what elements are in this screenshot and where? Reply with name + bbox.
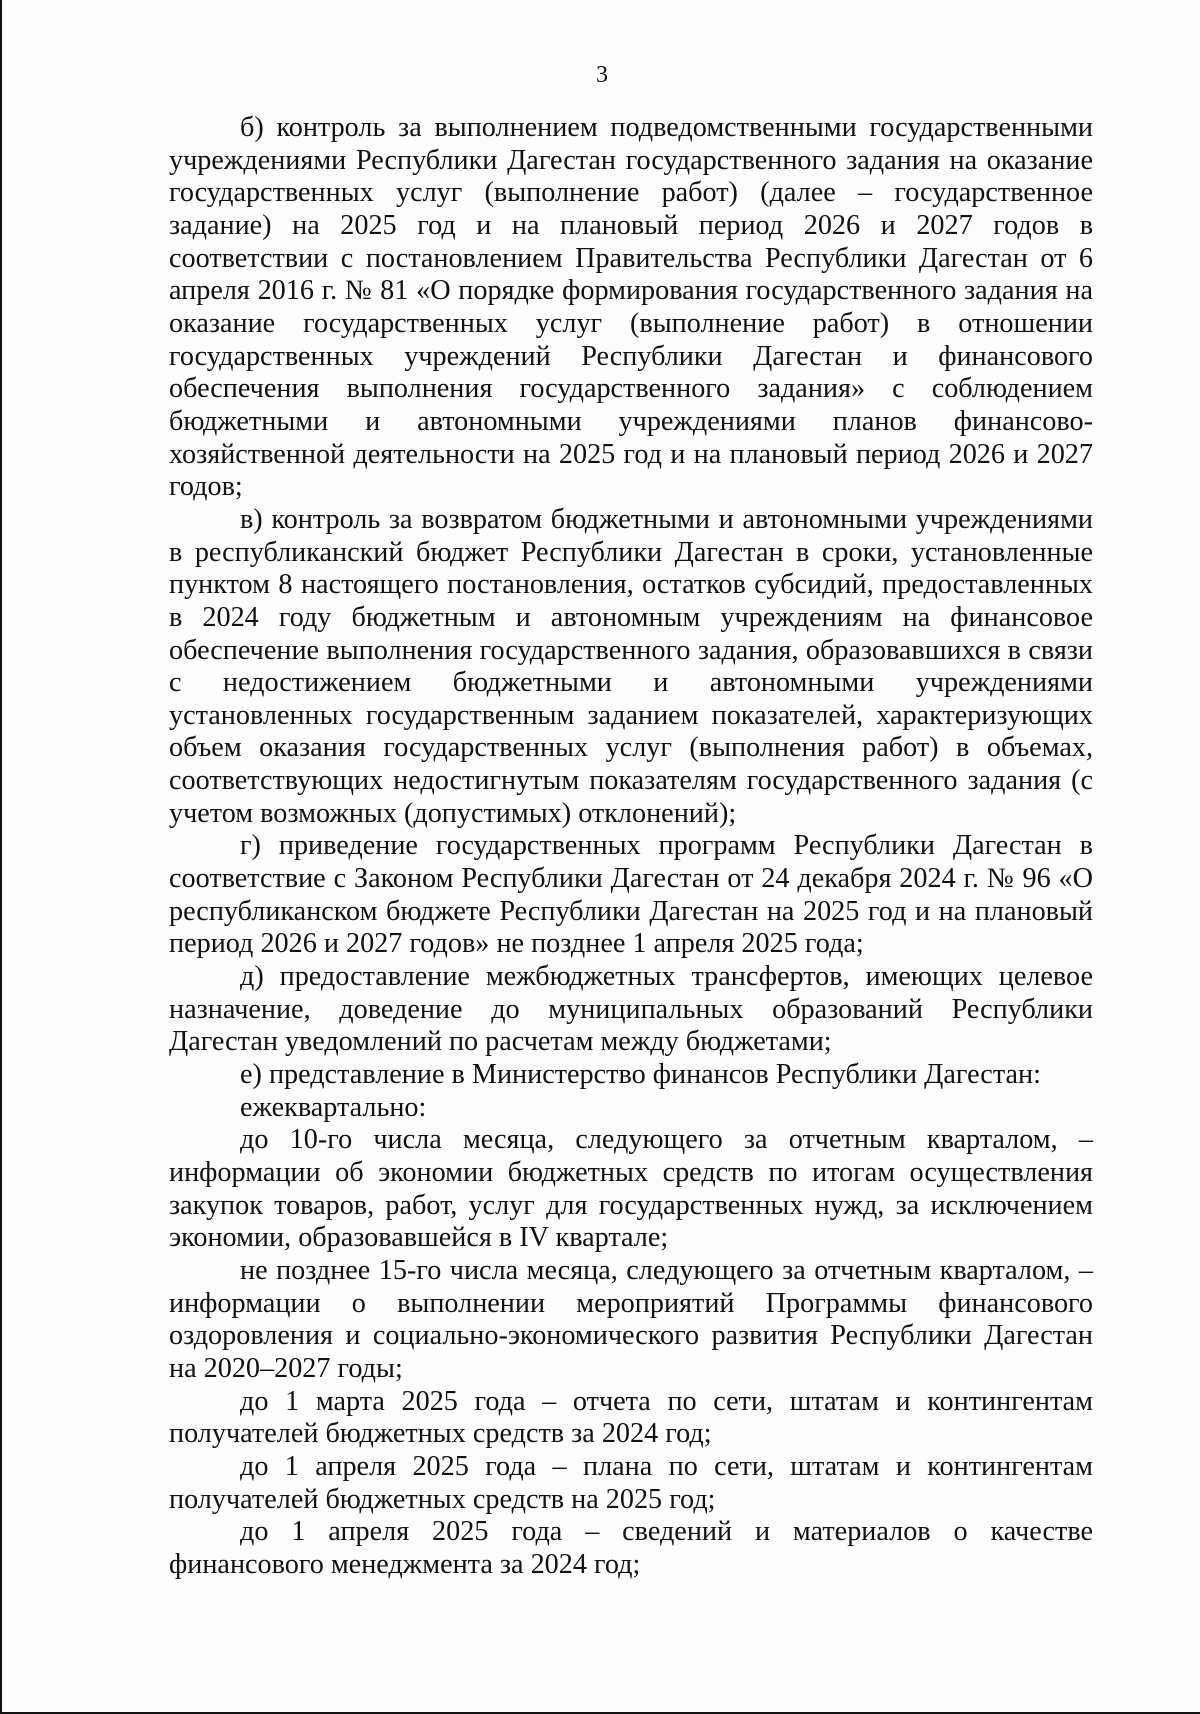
paragraph-e: е) представление в Министерство финансов Республики Дагестан: (240, 1059, 1041, 1091)
page-number: 3 (596, 62, 608, 88)
paragraph-economy-info: до 10-го числа месяца, следующего за отчетным кварталом, – информации об экономии бюджетных средств по итогам осуществления закупок товаров, работ, услуг для государственных нужд, за исключением экономии, образовавшейся в IV квартале; (169, 1124, 1093, 1254)
paragraph-financial-management: до 1 апреля 2025 года – сведений и материалов о качестве финансового менеджмента за 2024 год; (169, 1516, 1093, 1580)
paragraph-quarterly: ежеквартально: (240, 1091, 427, 1123)
paragraph-network-plan: до 1 апреля 2025 года – плана по сети, штатам и контингентам получателей бюджетных средств на 2025 год; (169, 1450, 1093, 1515)
paragraph-b: б) контроль за выполнением подведомственными государственными учреждениями Республики Дагестан государственного задания на оказание государственных услуг (выполнение работ) (далее – государственное задание) на 2025 год и на плановый период 2026 и 2027 годов в соответствии с постановлением Правительства Республики Дагестан от 6 апреля 2016 г. № 81 «О порядке формирования государственного задания на оказание государственных услуг (выполнение работ) в отношении государственных учреждений Республики Дагестан и финансового обеспечения выполнения государственного задания» с соблюдением бюджетными и автономными учреждениями планов финансово-хозяйственной деятельности на 2025 год и на плановый период 2026 и 2027 годов; (169, 112, 1093, 503)
paragraph-v: в) контроль за возвратом бюджетными и автономными учреждениями в республиканский бюджет Республики Дагестан в сроки, установленные пунктом 8 настоящего постановления, остатков субсидий, предоставленных в 2024 году бюджетным и автономным учреждениям на финансовое обеспечение выполнения государственного задания, образовавшихся в связи с недостижением бюджетными и автономными учреждениями установленных государственным заданием показателей, характеризующих объем оказания государственных услуг (выполнения работ) в объемах, соответствующих недостигнутым показателям государственного задания (с учетом возможных (допустимых) отклонений); (169, 503, 1093, 829)
paragraph-network-report: до 1 марта 2025 года – отчета по сети, штатам и контингентам получателей бюджетных средств за 2024 год; (169, 1385, 1093, 1450)
paragraph-program-info: не позднее 15-го числа месяца, следующего за отчетным кварталом, – информации о выполнении мероприятий Программы финансового оздоровления и социально-экономического развития Республики Дагестан на 2020–2027 годы; (169, 1254, 1093, 1384)
paragraph-g: г) приведение государственных программ Республики Дагестан в соответствие с Законом Республики Дагестан от 24 декабря 2024 г. № 96 «О республиканском бюджете Республики Дагестан на 2025 год и на плановый период 2026 и 2027 годов» не позднее 1 апреля 2025 года; (169, 830, 1093, 960)
paragraph-d: д) предоставление межбюджетных трансфертов, имеющих целевое назначение, доведение до муниципальных образований Республики Дагестан уведомлений по расчетам между бюджетами; (169, 961, 1093, 1058)
document-body (169, 112, 1093, 1582)
